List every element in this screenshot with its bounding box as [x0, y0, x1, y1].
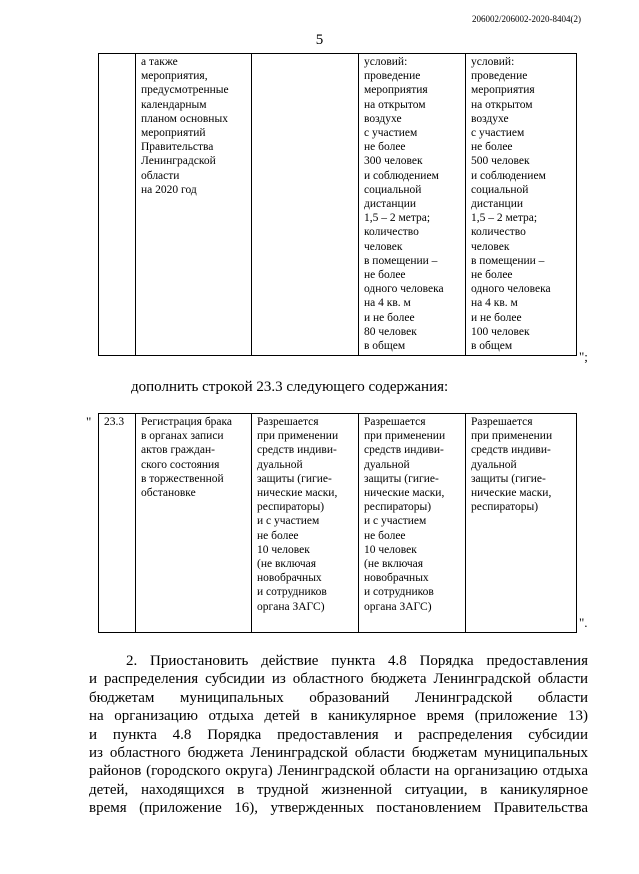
document-id: 206002/206002-2020-8404(2) [472, 14, 581, 24]
body-paragraph [89, 652, 588, 818]
condition-cell: Разрешается при применении средств индиви- дуальной защиты (гигие- нические маски, респираторы) [466, 414, 577, 633]
page-number: 5 [315, 32, 324, 48]
event-cell: а также мероприятия, предусмотренные календарным планом основных мероприятий Правительства Ленинградской области на 2020 год [136, 54, 252, 356]
event-cell: Регистрация брака в органах записи актов граждан- ского состояния в торжественной обстановке [136, 414, 252, 633]
paragraph-line: время (приложение 16), утвержденных постановлением Правительства [89, 800, 588, 817]
condition-cell: Разрешается при применении средств индиви- дуальной защиты (гигие- нические маски, респираторы) и с участием не более 10 человек (не включая новобрачных и сотрудников органа ЗАГС) [359, 414, 466, 633]
paragraph-line: и пункта 4.8 Порядка предоставления и распределения субсидии [89, 726, 588, 743]
row-number-cell: 23.3 [99, 414, 136, 633]
condition-cell [252, 54, 359, 356]
paragraph-line: 2. Приостановить действие пункта 4.8 Порядка предоставления [126, 653, 588, 669]
paragraph-line: районов (городского округа) Ленинградской области на организацию отдыха [89, 763, 588, 780]
row-number-cell [99, 54, 136, 356]
closing-quote: ". [579, 615, 588, 630]
paragraph-line: из областного бюджета Ленинградской области бюджетам муниципальных [89, 744, 588, 761]
closing-quote: "; [579, 349, 588, 364]
condition-cell: условий: проведение мероприятия на открытом воздухе с участием не более 300 человек и соблюдением социальной дистанции 1,5 – 2 метра; количество человек в помещении – не более одного человека на 4 кв. м и не более 80 человек в общем [359, 54, 466, 356]
opening-quote: " [86, 414, 92, 429]
condition-cell: Разрешается при применении средств индиви- дуальной защиты (гигие- нические маски, респираторы) и с участием не более 10 человек (не включая новобрачных и сотрудников органа ЗАГС) [252, 414, 359, 633]
paragraph-line: и распределения субсидии из областного бюджета Ленинградской области [89, 671, 588, 688]
regulation-table-new-row [98, 413, 577, 633]
condition-cell: условий: проведение мероприятия на открытом воздухе с участием не более 500 человек и соблюдением социальной дистанции 1,5 – 2 метра; количество человек в помещении – не более одного человека на 4 кв. м и не более 100 человек в общем [466, 54, 577, 356]
table-row [99, 414, 577, 633]
paragraph-line: бюджетам муниципальных образований Ленинградской области [89, 689, 588, 706]
paragraph-line: детей, находящихся в трудной жизненной ситуации, в каникулярное [89, 781, 588, 798]
table-row [99, 54, 577, 356]
amendment-intro: дополнить строкой 23.3 следующего содержания: [131, 379, 449, 395]
regulation-table-continued [98, 53, 577, 356]
paragraph-line: на организацию отдыха детей в каникулярное время (приложение 13) [89, 708, 588, 725]
